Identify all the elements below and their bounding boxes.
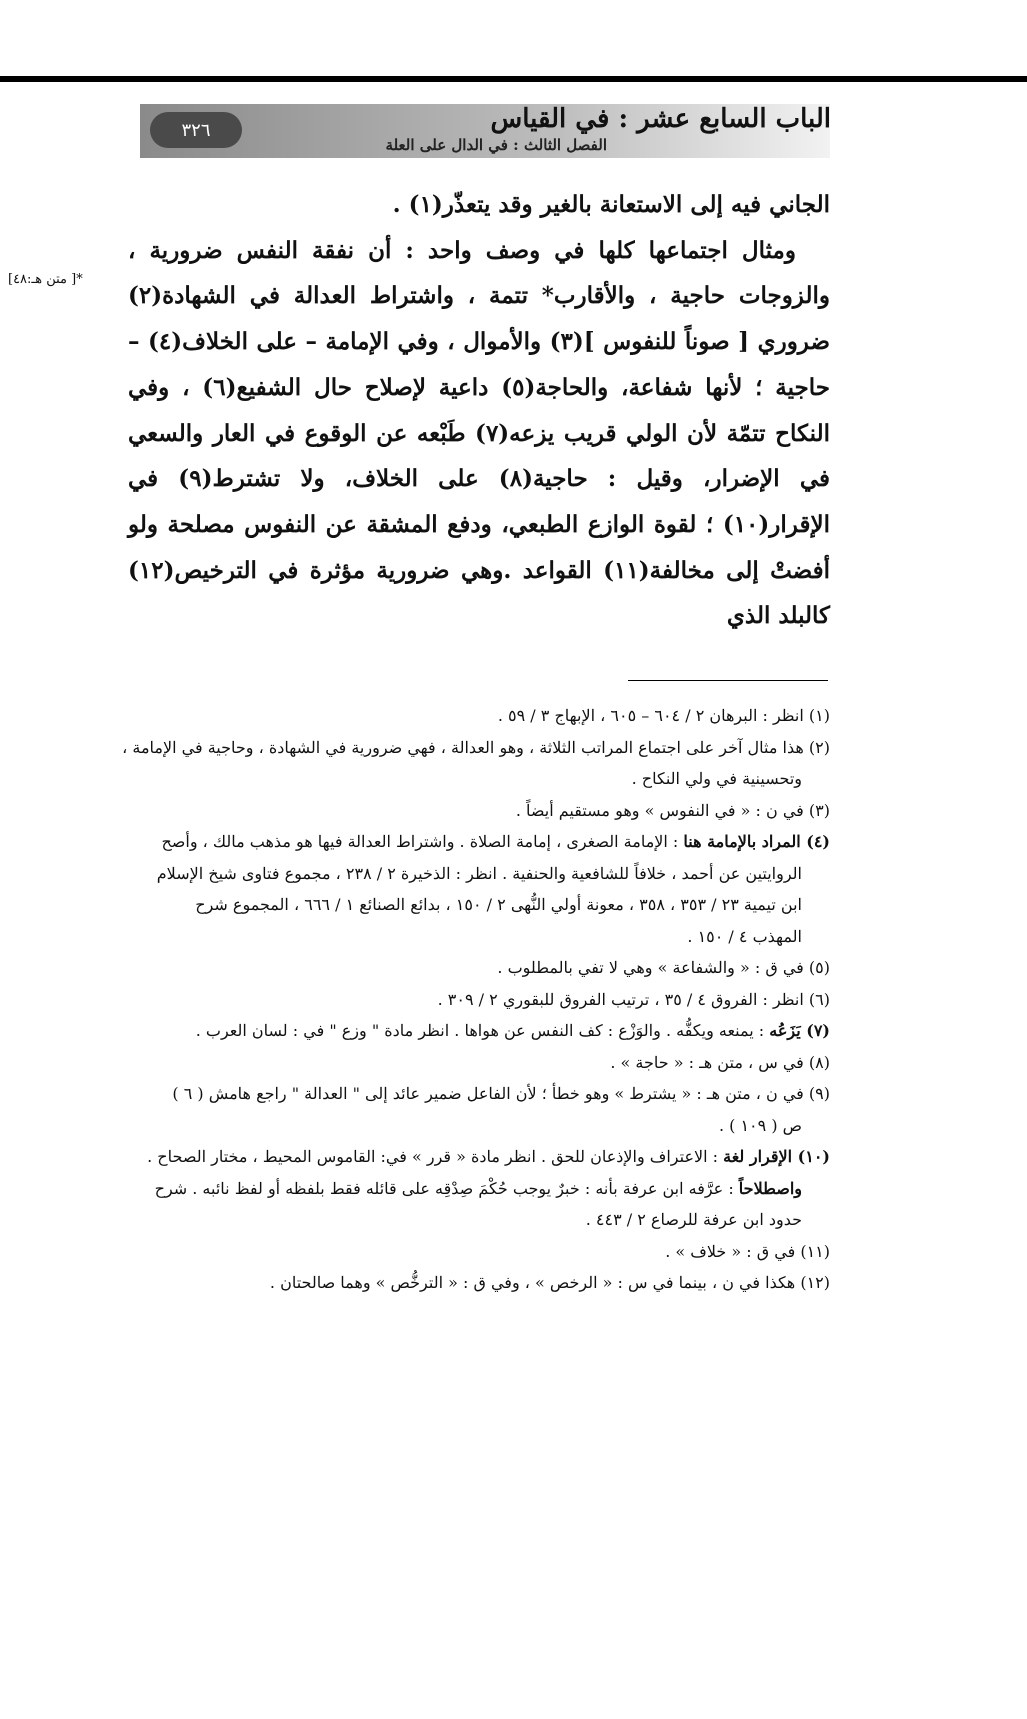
footnote-5: (٥) في ق : « والشفاعة » وهي لا تفي بالمطلوب . — [497, 958, 830, 977]
footnote-4-label: (٤) المراد بالإمامة هنا — [683, 832, 830, 851]
footnote-11: (١١) في ق : « خلاف » . — [665, 1241, 830, 1261]
footnote-3: (٣) في ن : « في النفوس » وهو مستقيم أيضاً . — [515, 800, 830, 820]
footnote-7-text: : يمنعه ويكفُّه . والوَزْع : كف النفس عن هواها . انظر مادة " وزع " في : لسان العرب . — [195, 1021, 770, 1040]
footnote-6: (٦) انظر : الفروق ٤ / ٣٥ ، ترتيب الفروق للبقوري ٢ / ٣٠٩ . — [437, 989, 830, 1009]
footnote-1: (١) انظر : البرهان ٢ / ٦٠٤ – ٦٠٥ ، الإبهاج ٣ / ٥٩ . — [497, 706, 830, 725]
footnote-9: (٩) في ن ، متن هـ : « يشترط » وهو خطأ ؛ لأن الفاعل ضمير عائد إلى " العدالة " راجع هامش ( ٦ ) — [172, 1084, 830, 1103]
footnote-4-continued-2: ابن تيمية ٢٣ / ٣٥٣ ، ٣٥٨ ، معونة أولي النُّهى ٢ / ١٥٠ ، بدائع الصنائع ١ / ٦٦٦ ، المجموع شرح — [195, 895, 802, 914]
footnote-4 — [118, 826, 830, 858]
footnote-2: (٢) هذا مثال آخر على اجتماع المراتب الثلاثة ، وهو العدالة ، فهي ضرورية في الشهادة ، وحاجية في الإمامة ، — [122, 737, 830, 757]
chapter-title: الباب السابع عشر : في القياس — [490, 104, 831, 134]
footnote-4-text: : الإمامة الصغرى ، إمامة الصلاة . واشتراط العدالة فيها هو مذهب مالك ، وأصح — [161, 832, 684, 851]
main-text — [128, 182, 830, 639]
footnote-7-label: (٧) يَزَعُه — [769, 1021, 830, 1040]
footnote-10-continued: حدود ابن عرفة للرصاع ٢ / ٤٤٣ . — [585, 1210, 802, 1229]
footnote-2-continued: وتحسينية في ولي النكاح . — [631, 769, 802, 788]
footnote-10-definition — [118, 1173, 830, 1205]
page-number: ٣٢٦ — [150, 112, 242, 148]
footnote-10-text: : الاعتراف والإذعان للحق . انظر مادة « قرر » في: القاموس المحيط ، مختار الصحاح . — [147, 1147, 724, 1166]
main-paragraph-2: ومثال اجتماعها كلها في وصف واحد : أن نفقة النفس ضرورية ، والزوجات حاجية ، والأقارب* تتمة ، واشتراط العدالة في الشهادة(٢) ضروري [ صوناً للنفوس ](٣) والأموال ، وفي الإمامة – على الخلاف(٤) – حاجية ؛ لأنها شفاعة، والحاجة(٥) داعية لإصلاح حال الشفيع(٦) ، وفي النكاح تتمّة لأن الولي قريب يزعه(٧) طَبْعه عن الوقوع في العار والسعي في الإضرار، وقيل : حاجية(٨) على الخلاف، ولا تشترط(٩) في الإقرار(١٠) ؛ لقوة الوازع الطبعي، ودفع المشقة عن النفوس مصلحة ولو أفضتْ إلى مخالفة(١١) القواعد .وهي ضرورية مؤثرة في الترخيص(١٢) كالبلد الذي — [128, 236, 831, 630]
footnote-7 — [118, 1015, 830, 1047]
footnotes — [118, 700, 830, 1299]
footnote-12: (١٢) هكذا في ن ، بينما في س : « الرخص » ، وفي ق : « الترخُّص » وهما صالحتان . — [269, 1273, 830, 1292]
footnote-4-continued-3: المهذب ٤ / ١٥٠ . — [687, 926, 802, 946]
footnote-9-continued: ص ( ١٠٩ ) . — [718, 1115, 802, 1135]
footnote-4-continued-1: الروايتين عن أحمد ، خلافاً للشافعية والحنفية . انظر : الذخيرة ٢ / ٢٣٨ ، مجموع فتاوى شيخ الإسلام — [156, 863, 802, 883]
footnote-8: (٨) في س ، متن هـ : « حاجة » . — [610, 1052, 830, 1072]
footnote-10-definition-text: : عرَّفه ابن عرفة بأنه : خبرٌ يوجب حُكْمَ صِدْقِه على قائله فقط بلفظه أو لفظ نائبه . شرح — [154, 1178, 739, 1198]
footnote-divider — [628, 680, 828, 681]
main-paragraph-1: الجاني فيه إلى الاستعانة بالغير وقد يتعذّر(١) . — [392, 191, 830, 218]
footnote-10-label: (١٠) الإقرار لغة — [723, 1147, 830, 1166]
footnote-10 — [118, 1141, 830, 1173]
margin-note: *[ متن هـ:٤٨] — [8, 272, 83, 287]
top-rule — [0, 76, 1027, 82]
footnote-10-label-2: واصطلاحاً — [738, 1178, 802, 1198]
section-title: الفصل الثالث : في الدال على العلة — [385, 136, 607, 154]
